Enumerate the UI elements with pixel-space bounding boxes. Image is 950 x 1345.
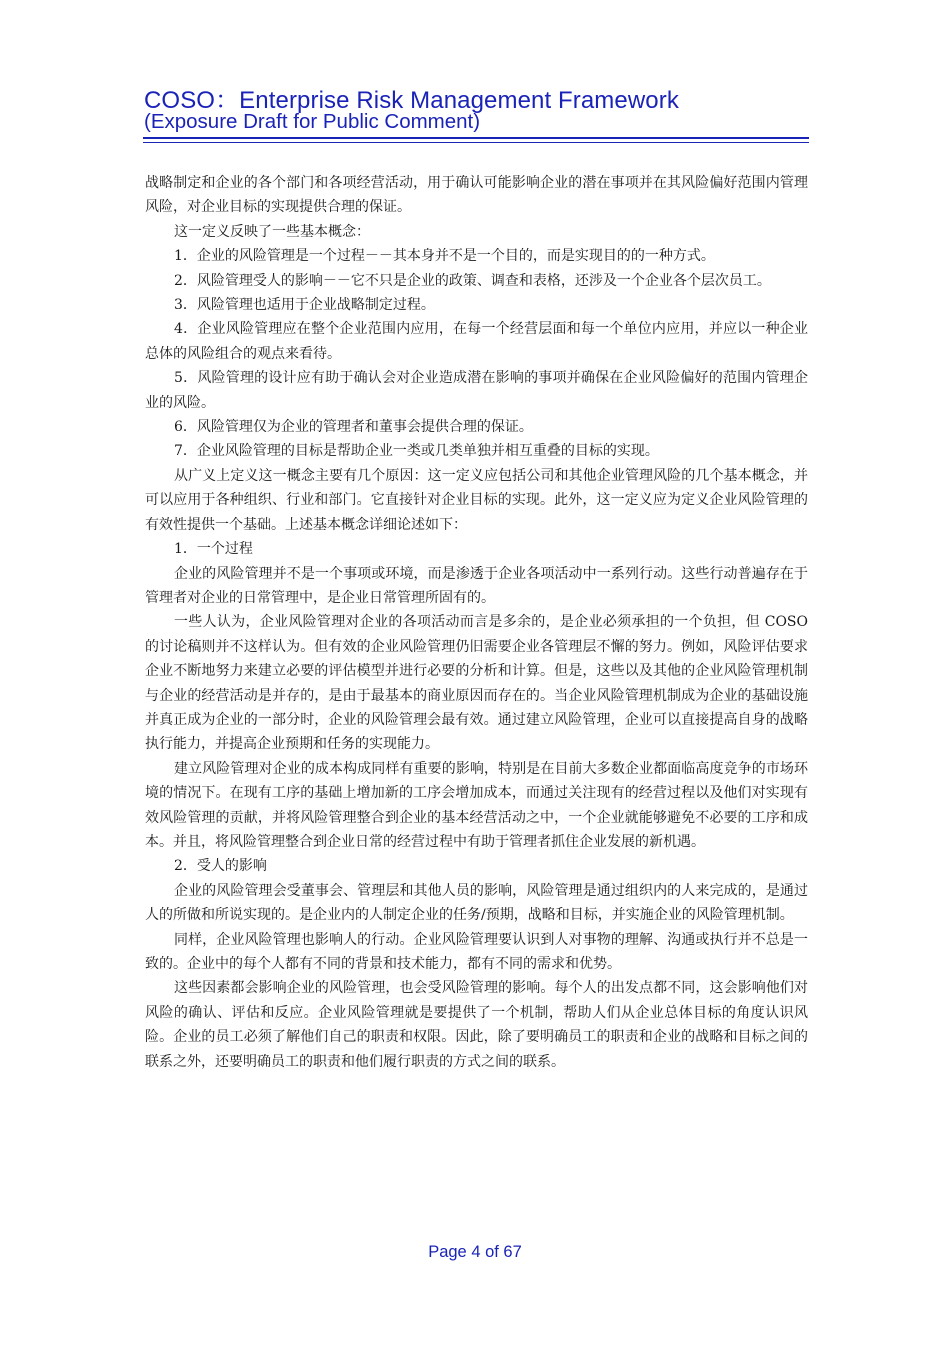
paragraph: 6．风险管理仅为企业的管理者和董事会提供合理的保证。 [174,419,533,436]
paragraph: 一些人认为，企业风险管理对企业的各项活动而言是多余的，是企业必须承担的一个负担，但 COSO 的讨论稿则并不这样认为。但有效的企业风险管理仍旧需要企业各管理层不懈的努力。例如，风险评估要求企业不断地努力来建立必要的评估模型并进行必要的分析和计算。但是，这些以及其他的企业风险管理机制与企业的经营活动是并存的，是由于最基本的商业原因而存在的。当企业风险管理机制成为企业的基础设施并真正成为企业的一部分时，企业的风险管理会最有效。通过建立风险管理，企业可以直接提高自身的战略执行能力，并提高企业预期和任务的实现能力。 [145,614,808,753]
document-header-title: COSO：Enterprise Risk Management Framework [144,87,679,114]
paragraph: 建立风险管理对企业的成本构成同样有重要的影响，特别是在目前大多数企业都面临高度竞争的市场环境的情况下。在现有工序的基础上增加新的工序会增加成本，而通过关注现有的经营过程以及他们对实现有效风险管理的贡献，并将风险管理整合到企业的基本经营活动之中，一个企业就能够避免不必要的工序和成本。并且，将风险管理整合到企业日常的经营过程中有助于管理者抓住企业发展的新机遇。 [145,760,808,850]
paragraph: 1．一个过程 [174,541,253,558]
paragraph: 1．企业的风险管理是一个过程－－其本身并不是一个目的，而是实现目的的一种方式。 [174,248,715,265]
paragraph: 这一定义反映了一些基本概念： [174,223,370,240]
paragraph: 战略制定和企业的各个部门和各项经营活动，用于确认可能影响企业的潜在事项并在其风险偏好范围内管理风险，对企业目标的实现提供合理的保证。 [145,175,808,216]
paragraph: 5．风险管理的设计应有助于确认会对企业造成潜在影响的事项并确保在企业风险偏好的范围内管理企业的风险。 [145,370,808,411]
paragraph: 企业的风险管理并不是一个事项或环境，而是渗透于企业各项活动中一系列行动。这些行动普遍存在于管理者对企业的日常管理中，是企业日常管理所固有的。 [145,565,808,606]
paragraph: 3．风险管理也适用于企业战略制定过程。 [174,297,435,314]
paragraph: 2．受人的影响 [174,858,267,875]
paragraph: 这些因素都会影响企业的风险管理，也会受风险管理的影响。每个人的出发点都不同，这会影响他们对风险的确认、评估和反应。企业风险管理就是要提供了一个机制，帮助人们从企业总体目标的角度认识风险。企业的员工必须了解他们自己的职责和权限。因此，除了要明确员工的职责和企业的战略和目标之间的联系之外，还要明确员工的职责和他们履行职责的方式之间的联系。 [145,980,808,1070]
document-body [145,171,808,1074]
paragraph: 同样，企业风险管理也影响人的行动。企业风险管理要认识到人对事物的理解、沟通或执行并不总是一致的。企业中的每个人都有不同的背景和技术能力，都有不同的需求和优势。 [145,931,808,972]
paragraph: 7．企业风险管理的目标是帮助企业一类或几类单独并相互重叠的目标的实现。 [174,443,659,460]
paragraph: 4．企业风险管理应在整个企业范围内应用，在每一个经营层面和每一个单位内应用，并应以一种企业总体的风险组合的观点来看待。 [145,321,808,362]
header-rule-thin [143,142,809,143]
page-number: Page 4 of 67 [428,1243,522,1261]
paragraph: 企业的风险管理会受董事会、管理层和其他人员的影响，风险管理是通过组织内的人来完成的，是通过人的所做和所说实现的。是企业内的人制定企业的任务/预期，战略和目标，并实施企业的风险管理机制。 [145,882,808,924]
paragraph: 2．风险管理受人的影响－－它不只是企业的政策、调查和表格，还涉及一个企业各个层次员工。 [174,272,771,289]
header-rule-thick [143,137,809,139]
paragraph: 从广义上定义这一概念主要有几个原因：这一定义应包括公司和其他企业管理风险的几个基本概念，并可以应用于各种组织、行业和部门。它直接针对企业目标的实现。此外，这一定义应为定义企业风险管理的有效性提供一个基础。上述基本概念详细论述如下： [145,467,808,533]
document-header-subtitle: (Exposure Draft for Public Comment) [144,110,481,133]
